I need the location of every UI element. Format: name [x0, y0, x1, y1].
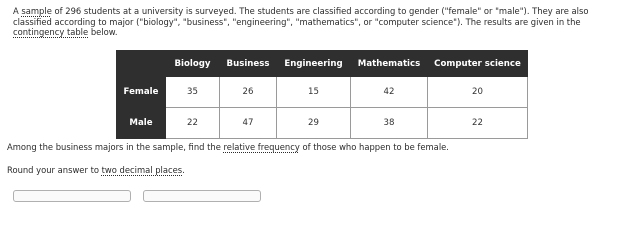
- decimal-places-link[interactable]: two decimal places: [101, 165, 183, 175]
- row-header-female: Female: [117, 77, 166, 108]
- contingency-table: [116, 50, 528, 139]
- intro-text-2: of 296 students at a university is surveyed. The students are classified according to gender ("female" or "male"). They are also classified according to major ("biology", "business", "engineering", "mathematics", or "computer science"). The results are given in the: [13, 6, 589, 27]
- intro-text-3: below.: [88, 27, 118, 37]
- column-header-biology: Biology: [166, 51, 220, 77]
- column-header-mathematics: Mathematics: [351, 51, 428, 77]
- row-header-male: Male: [117, 108, 166, 139]
- contingency-table-link[interactable]: contingency table: [13, 27, 89, 37]
- table-cell: 20: [428, 77, 528, 108]
- column-header-engineering: Engineering: [277, 51, 351, 77]
- relative-frequency-link[interactable]: relative frequency: [223, 142, 300, 152]
- table-cell: 15: [277, 77, 351, 108]
- intro-text-1: A: [13, 6, 22, 16]
- answer-tools-panel[interactable]: [143, 190, 261, 202]
- table-cell: 29: [277, 108, 351, 139]
- table-header-row: [117, 51, 528, 77]
- rounding-text-1: Round your answer to: [7, 165, 102, 175]
- table-cell: 26: [220, 77, 277, 108]
- table-corner-cell: [117, 51, 166, 77]
- table-cell: 22: [428, 108, 528, 139]
- table-cell: 47: [220, 108, 277, 139]
- answer-input[interactable]: [13, 190, 131, 202]
- rounding-instruction: [7, 165, 185, 175]
- table-row-female: [117, 77, 528, 108]
- table-cell: 22: [166, 108, 220, 139]
- sample-link[interactable]: sample: [21, 6, 52, 16]
- problem-intro: [13, 6, 619, 38]
- table-cell: 35: [166, 77, 220, 108]
- rounding-text-2: .: [182, 165, 185, 175]
- column-header-computer-science: Computer science: [428, 51, 528, 77]
- table-row-male: [117, 108, 528, 139]
- question-text: [7, 142, 449, 152]
- question-text-1: Among the business majors in the sample, find the: [7, 142, 224, 152]
- question-text-2: of those who happen to be female.: [299, 142, 449, 152]
- table-cell: 38: [351, 108, 428, 139]
- table-cell: 42: [351, 77, 428, 108]
- column-header-business: Business: [220, 51, 277, 77]
